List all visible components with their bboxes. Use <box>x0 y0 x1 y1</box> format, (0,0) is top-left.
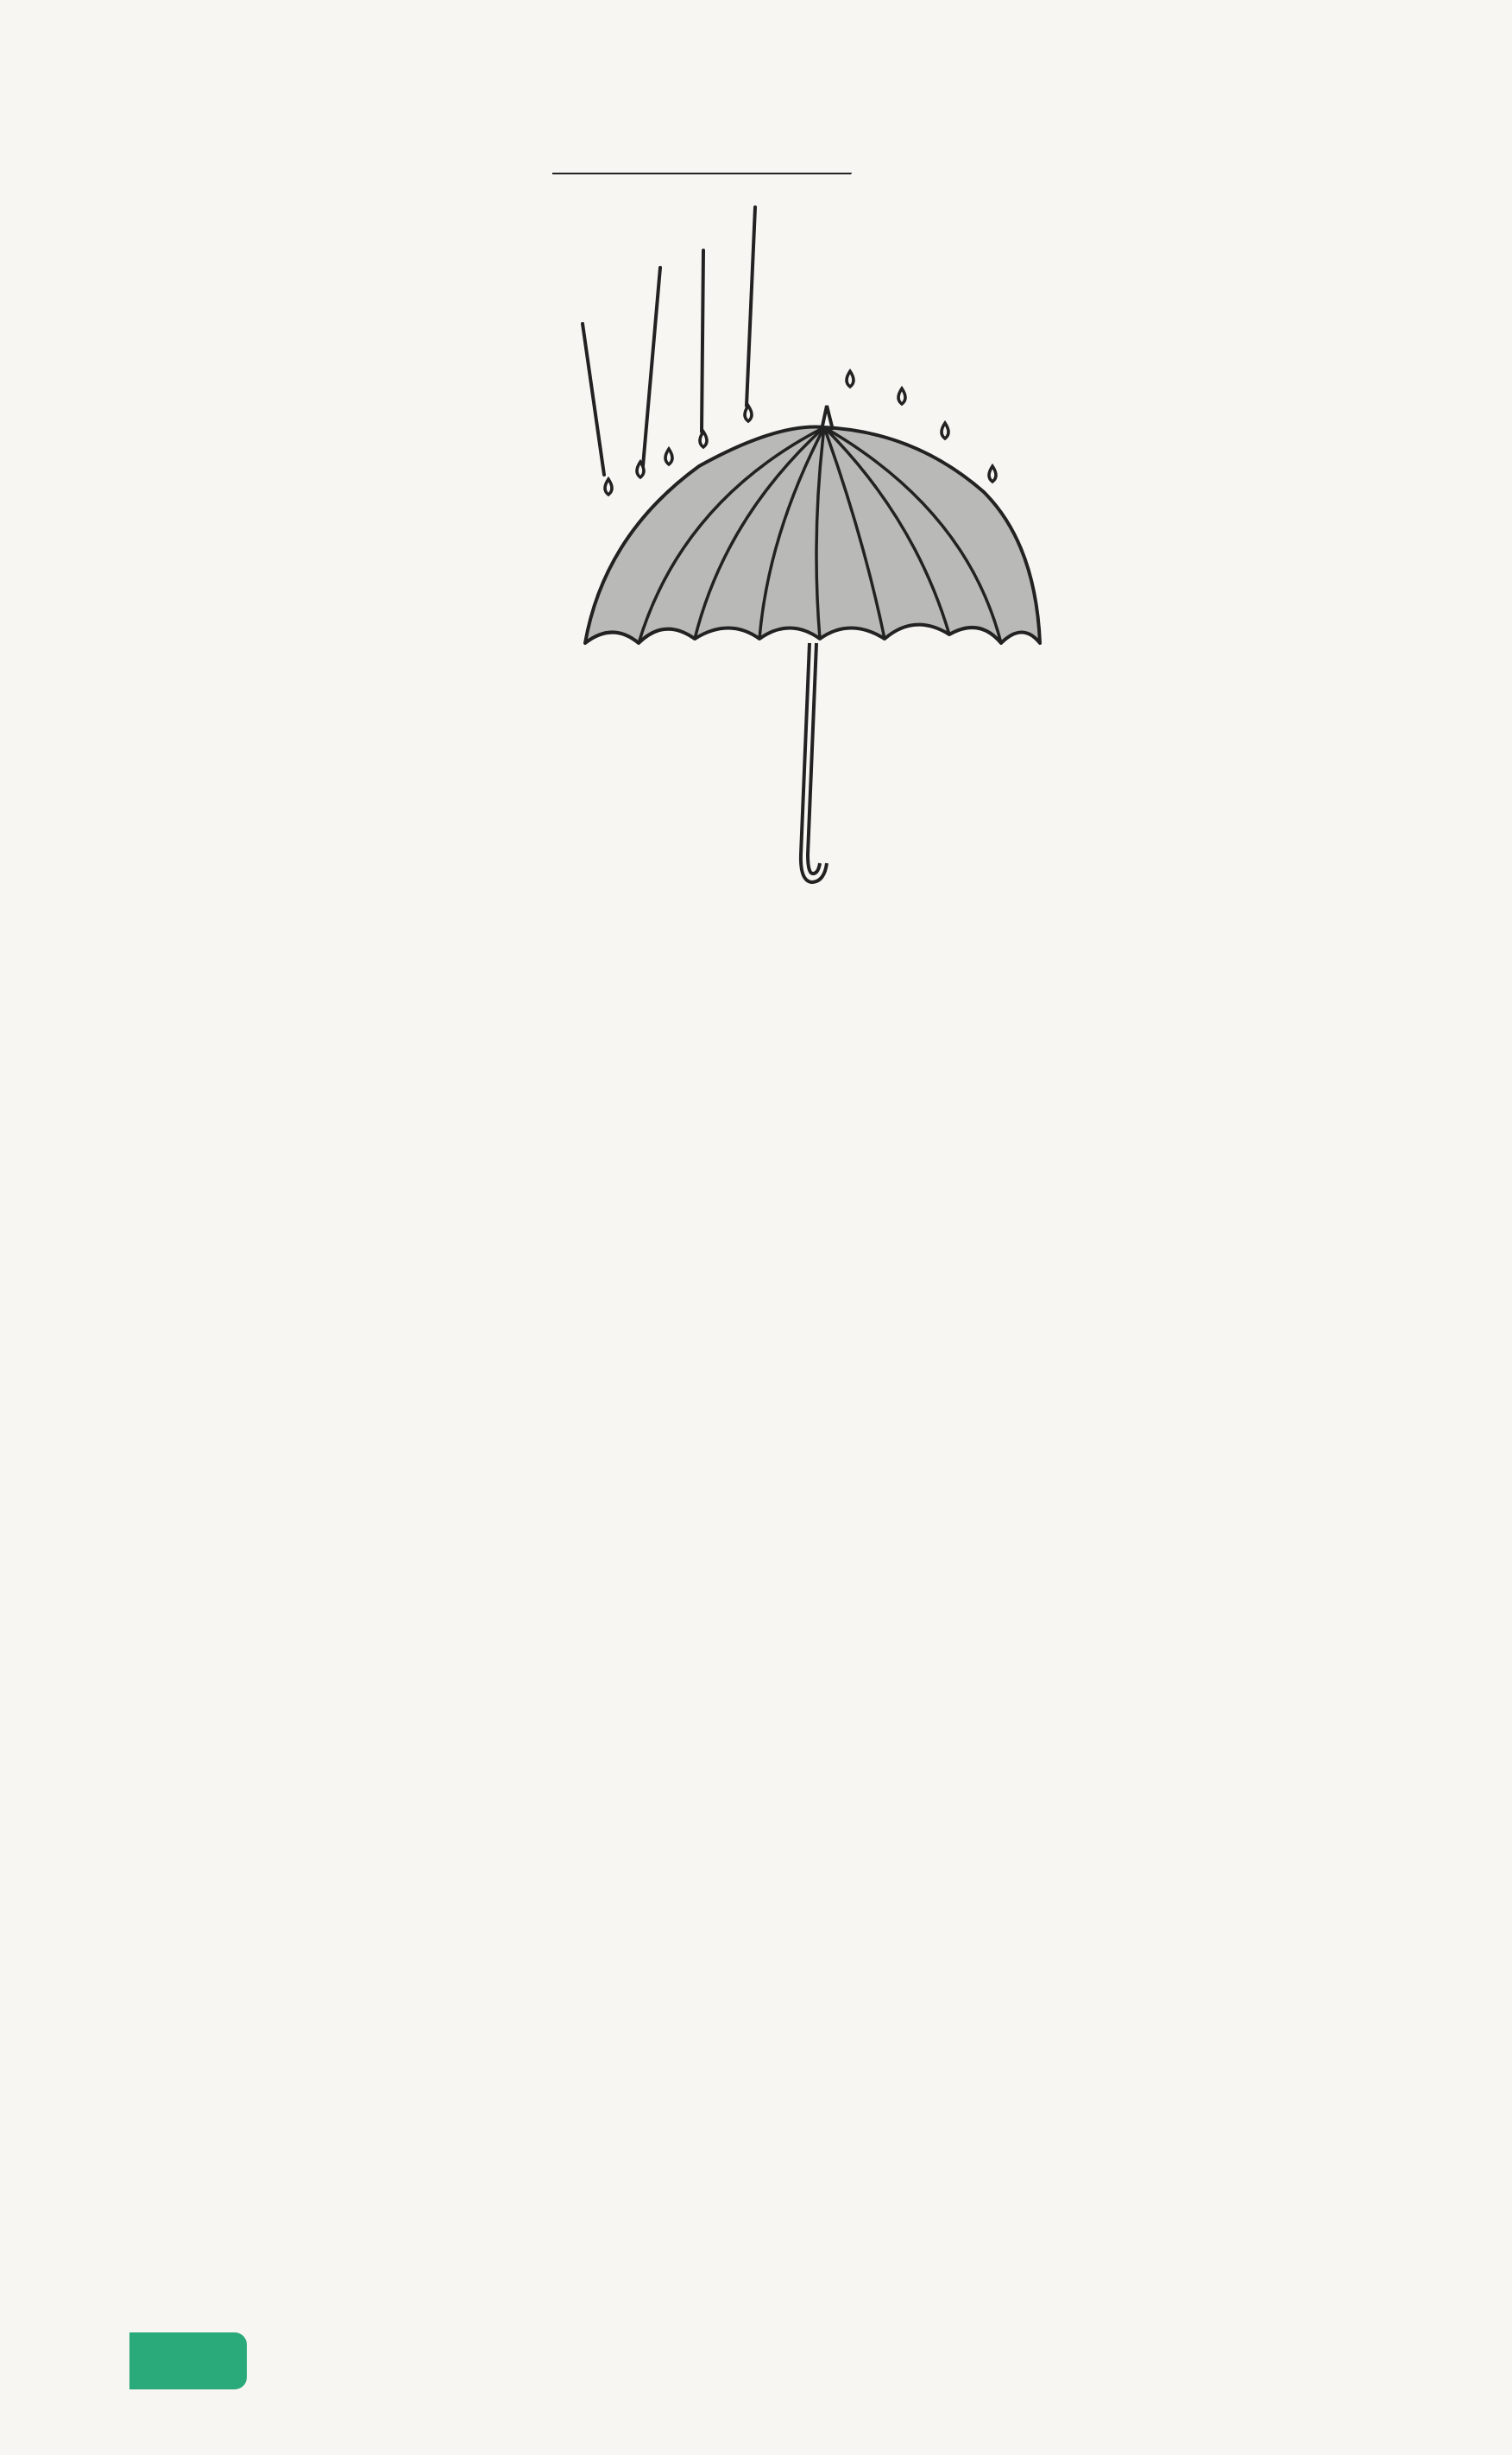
dot-pattern-decoration <box>0 2313 129 2408</box>
page-title <box>0 880 1512 1139</box>
page-number-badge <box>129 2332 247 2389</box>
page-footer <box>0 2313 1512 2408</box>
raindrop-pattern-decoration <box>0 0 1512 155</box>
umbrella-canopy <box>585 406 1040 643</box>
umbrella-illustration <box>552 173 1053 889</box>
umbrella-handle <box>801 643 827 882</box>
